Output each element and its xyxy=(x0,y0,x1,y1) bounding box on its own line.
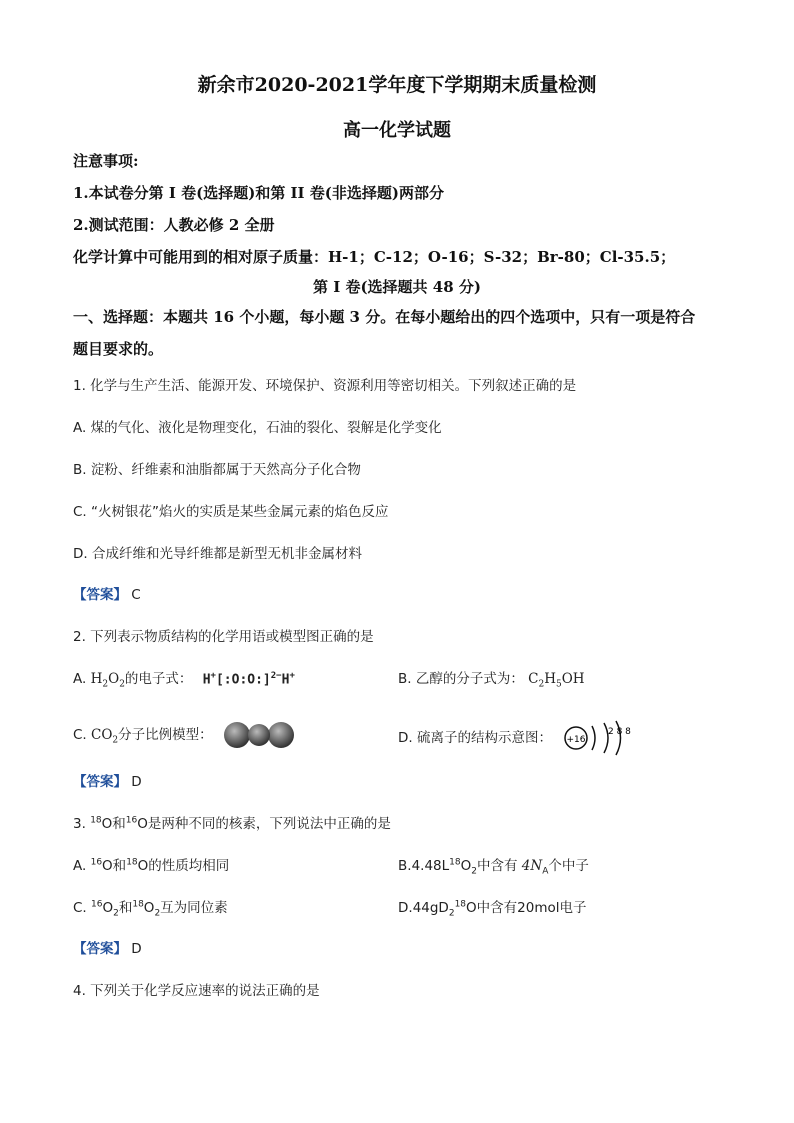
q1-option-b: B. 淀粉、纤维素和油脂都属于天然高分子化合物 xyxy=(73,462,361,478)
sulfide-ion-figure xyxy=(562,718,634,758)
q2-option-d: D. 硫离子的结构示意图： +16 2 8 8 xyxy=(398,718,634,758)
q1-stem: 1. 化学与生产生活、能源开发、环境保护、资源利用等密切相关。下列叙述正确的是 xyxy=(73,378,577,394)
q2-answer xyxy=(73,770,142,790)
electron-formula-figure: H+[:O:O:]$^{2-}$H+ xyxy=(202,670,295,688)
page-title: 新余市2020-2021学年度下学期期末质量检测 xyxy=(197,74,597,96)
page-subtitle: 高一化学试题 xyxy=(343,120,451,141)
notes-heading: 注意事项: xyxy=(73,152,139,170)
q4-stem: 4. 下列关于化学反应速率的说法正确的是 xyxy=(73,983,320,999)
formula-co2: $CO_2$ xyxy=(91,727,119,746)
q1-option-c: C. “火树银花”焰火的实质是某些金属元素的焰色反应 xyxy=(73,504,389,520)
q2-option-b: B. 乙醇的分子式为： $C_2H_5OH$ xyxy=(398,671,585,690)
q3-stem: 3. $^{18}$O和$^{16}$O是两种不同的核素，下列说法中正确的是 xyxy=(73,815,391,832)
q3-option-b: $B.4.48L^{18}O_2$中含有 $4N_A$个中子 xyxy=(398,857,589,877)
q1-answer xyxy=(73,583,141,603)
q1-option-a: A. 煤的气化、液化是物理变化，石油的裂化、裂解是化学变化 xyxy=(73,420,442,436)
section-instructions-1: 一、选择题：本题共 16 个小题，每小题 3 分。在每小题给出的四个选项中，只有一项是符合 xyxy=(73,308,696,326)
formula-c2h5oh: $C_2H_5OH$ xyxy=(528,671,585,690)
q1-option-d: D. 合成纤维和光导纤维都是新型无机非金属材料 xyxy=(73,546,362,562)
svg-text:2 8 8: 2 8 8 xyxy=(608,727,632,737)
section-instructions-2: 题目要求的。 xyxy=(73,340,164,358)
q3-option-a: A. $^{16}$O和$^{18}$O的性质均相同 xyxy=(73,857,230,874)
q3-option-d: $D.44gD_2^{18}O$中含有20mol电子 xyxy=(398,899,587,919)
q2-stem: 2. 下列表示物质结构的化学用语或模型图正确的是 xyxy=(73,629,374,645)
q3-option-c: C. $^{16}O_2$和$^{18}O_2$互为同位素 xyxy=(73,899,228,919)
co2-model-figure xyxy=(223,718,295,752)
answer-tag: 【答案】 xyxy=(73,587,127,603)
q2-option-a: A. $H_2O_2$的电子式： H+[:O:O:]$^{2-}$H+ xyxy=(73,670,295,690)
formula-h2o2: $H_2O_2$ xyxy=(90,671,125,690)
atomic-masses: 化学计算中可能用到的相对原子质量：H-1；C-12；O-16；S-32；Br-80；Cl-35.5； xyxy=(73,248,676,266)
notes-item-1: 1.本试卷分第 I 卷(选择题)和第 II 卷(非选择题)两部分 xyxy=(73,184,444,202)
q3-answer xyxy=(73,937,142,957)
answer-value: D xyxy=(131,774,142,790)
svg-text:+16: +16 xyxy=(566,735,586,745)
notes-item-2: 2.测试范围：人教必修 2 全册 xyxy=(73,216,275,234)
answer-tag: 【答案】 xyxy=(73,774,127,790)
answer-value: D xyxy=(131,941,142,957)
q2-option-c: C. $CO_2$分子比例模型： xyxy=(73,718,295,752)
section-heading: 第 I 卷(选择题共 48 分) xyxy=(313,278,481,296)
answer-tag: 【答案】 xyxy=(73,941,127,957)
answer-value: C xyxy=(131,587,141,603)
